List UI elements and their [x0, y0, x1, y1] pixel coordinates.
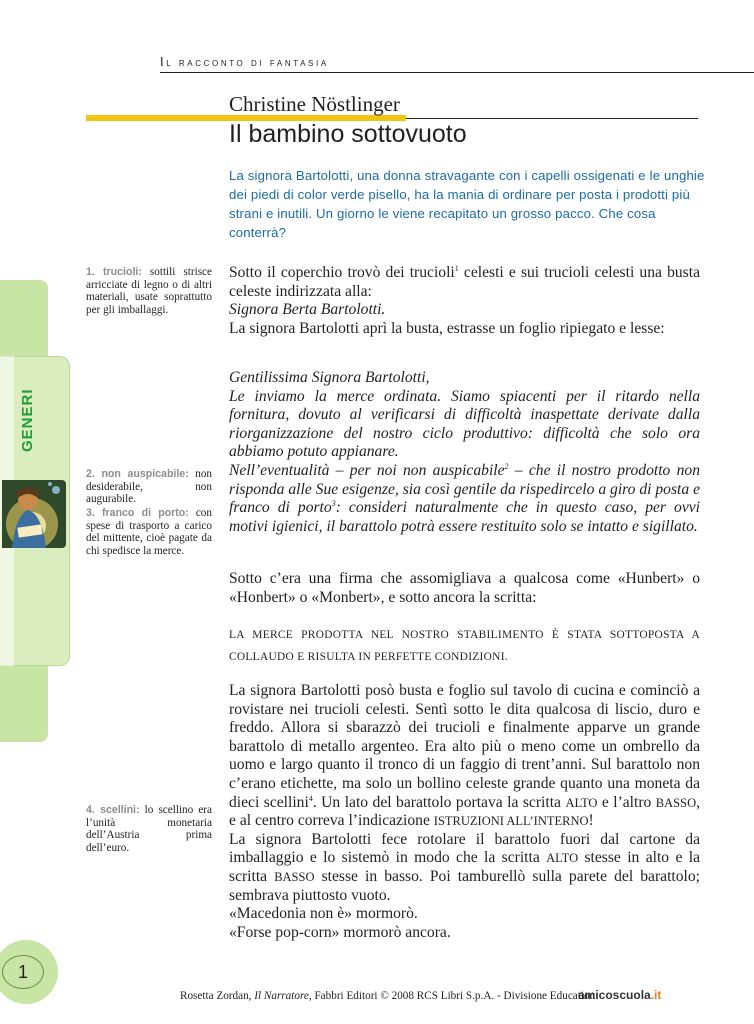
text-run: stesse in basso. Poi tamburellò sulla parete del barattolo; sembrava piuttosto vuoto.: [229, 867, 700, 904]
brand-name: amicoscuola: [578, 988, 651, 1002]
text-run: BASSO: [274, 869, 315, 884]
footnote-ref-1[interactable]: 1: [454, 263, 459, 273]
letter-salutation: Gentilissima Signora Bartolotti,: [229, 369, 430, 386]
author-name: Christine Nöstlinger: [229, 92, 400, 116]
text-run: ALTO: [565, 795, 598, 810]
text-run: : consideri naturalmente che in questo caso, per ovvi motivi igienici, il barattolo potrà essere restituito solo se intatto e sigillato.: [229, 499, 700, 535]
footnote-1-text: sottili strisce arricciate di legno o di altri materiali, usate soprattutto per gli imballaggi.: [86, 266, 212, 316]
brand-logo[interactable]: [578, 988, 661, 1002]
paragraph: La signora Bartolotti aprì la busta, estrasse un foglio ripiegato e lesse:: [229, 319, 665, 337]
text-run: Sotto il coperchio trovò dei trucioli: [229, 264, 455, 281]
footnote-2: [86, 468, 212, 506]
text-run: stesse in alto e la scritta: [229, 849, 700, 885]
footnote-ref-3[interactable]: 3: [331, 498, 336, 508]
text-run: Nell’eventualità – per noi non auspicabile: [229, 461, 505, 479]
footer-credit: [180, 990, 595, 1002]
paragraph: [229, 264, 700, 301]
text-run: La signora Bartolotti posò busta e foglio sul tavolo di cucina e cominciò a rovistare nei trucioli celesti. Sentì sotto le dita qualcosa di liscio, duro e freddo. Allora si sbarazzò dei trucioli e finalmente apparve un grande barattolo di metallo argenteo. Era alto più o meno come un ombrello da uomo e largo quanto il tronco di un faggio di trent’anni. Sul barattolo non c’erano etichette, ma solo un bollino celeste grande quanto una moneta da dieci scellini: [229, 682, 700, 811]
text-run: . Un lato del barattolo portava la scritta: [312, 793, 566, 811]
letter-paragraph: Le inviamo la merce ordinata. Siamo spiacenti per il ritardo nella fornitura, dovuto al verificarsi di difficoltà inaspettate derivate dalla riorganizzazione del nostro ciclo produttivo: difficoltà che solo ora abbiamo potuto appianare.: [229, 387, 700, 461]
paragraph: Sotto c’era una firma che assomigliava a qualcosa come «Hunbert» o «Honbert» o «Monbert», e sotto ancora la scritta:: [229, 570, 700, 606]
body-section-2: [229, 570, 700, 607]
footnote-1-key: 1. trucioli:: [86, 266, 142, 278]
title-rule: [406, 118, 698, 119]
text-run: ISTRUZIONI ALL’INTERNO: [433, 814, 589, 829]
text-run: La signora Bartolotti fece rotolare il barattolo fuori dal cartone da imballaggio e lo sistemò in modo che la scritta: [229, 830, 700, 867]
footnote-3-text: con spese di trasporto a carico del mittente, cioè pagate da chi spedisce la merce.: [86, 507, 212, 557]
text-run: Rosetta Zordan,: [180, 990, 255, 1002]
body-section-3: [229, 682, 700, 942]
footnote-2-key: 2. non auspicabile:: [86, 468, 189, 480]
header-rule: [160, 72, 754, 73]
footnote-3: [86, 507, 212, 557]
genre-label[interactable]: GENERI: [19, 388, 36, 452]
footnote-2-text: non desiderabile, non augurabile.: [86, 468, 212, 506]
page-number: 1: [2, 955, 44, 989]
footnote-4-key: 4. scellini:: [86, 804, 140, 816]
letter-paragraph: [229, 462, 700, 536]
text-run: , e al centro correva l’indicazione: [229, 793, 700, 830]
footnote-4: [86, 804, 212, 854]
address-line: Signora Berta Bartolotti.: [229, 301, 386, 319]
paragraph: [229, 682, 700, 831]
text-run: e l’altro: [597, 793, 656, 811]
text-run: BASSO: [655, 795, 697, 810]
footnote-4-text: lo scellino era l’unità monetaria dell’Austria prima dell’euro.: [86, 804, 212, 854]
caps-notice: LA MERCE PRODOTTA NEL NOSTRO STABILIMENTO È STATA SOTTOPOSTA A COLLAUDO E RISULTA IN PERFETTE CONDIZIONI.: [229, 629, 700, 663]
footnote-ref-2[interactable]: 2: [504, 461, 509, 471]
footnote-1: [86, 266, 212, 316]
story-title: Il bambino sottovuoto: [229, 120, 467, 148]
section-title-text: l racconto di fantasia: [166, 57, 329, 69]
text-run: !: [588, 812, 594, 830]
footnote-3-key: 3. franco di porto:: [86, 507, 189, 519]
genre-illustration: [2, 480, 66, 548]
text-run: , Fabbri Editori © 2008 RCS Libri S.p.A. - Divisione Education: [308, 990, 596, 1002]
section-title: Il racconto di fantasia: [160, 54, 329, 69]
text-run: Il Narratore: [254, 990, 309, 1002]
footnote-ref-4[interactable]: 4: [308, 793, 313, 803]
paragraph: «Forse pop-corn» mormorò ancora.: [229, 923, 451, 941]
letter-block: [229, 369, 700, 536]
paragraph: «Macedonia non è» mormorò.: [229, 905, 418, 923]
brand-suffix: .it: [650, 988, 662, 1002]
text-run: – che il nostro prodotto non risponda alle Sue esigenze, sia così gentile da rispedircelo a giro di posta e franco di porto: [229, 461, 700, 517]
text-run: ALTO: [546, 851, 579, 866]
body-section-1: [229, 264, 700, 338]
text-run: celesti e sui trucioli celesti una busta celeste indirizzata alla:: [229, 264, 700, 300]
intro-text: La signora Bartolotti, una donna stravagante con i capelli ossigenati e le unghie dei piedi di color verde pisello, ha la mania di ordinare per posta i prodotti più strani e inutili. Un giorno le viene recapitato un grosso pacco. Che cosa conterrà?: [229, 168, 705, 240]
paragraph: [229, 831, 700, 905]
